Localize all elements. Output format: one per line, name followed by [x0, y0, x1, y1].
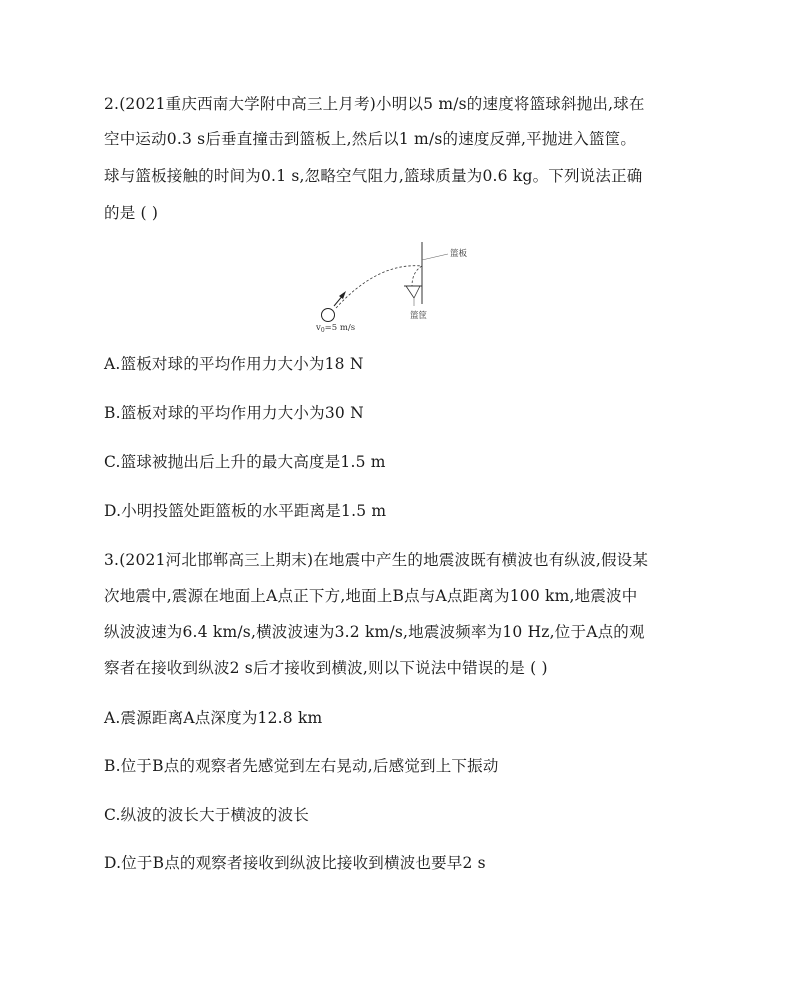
- basketball-figure: [308, 238, 498, 334]
- q2-option-c: C.篮球被抛出后上升的最大高度是1.5 m: [104, 453, 386, 471]
- velocity-arrow-head: [339, 291, 346, 299]
- q2-stem-line-1: 2.(2021重庆西南大学附中高三上月考)小明以5 m/s的速度将篮球斜抛出,球在: [104, 95, 645, 113]
- v0-label: $v_0=5$ m/s: [316, 323, 356, 334]
- basketball-icon: [322, 309, 335, 322]
- q3-stem-line-1: 3.(2021河北邯郸高三上期末)在地震中产生的地震波既有横波也有纵波,假设某: [104, 551, 649, 569]
- trajectory-path: [336, 266, 422, 308]
- q3-stem-line-2: 次地震中,震源在地面上A点正下方,地面上B点与A点距离为100 km,地震波中: [104, 587, 638, 605]
- q3-option-a: A.震源距离A点深度为12.8 km: [104, 709, 323, 727]
- hoop-net-left: [406, 286, 414, 298]
- q2-option-b: B.篮板对球的平均作用力大小为30 N: [104, 404, 364, 422]
- q2-stem-line-4: 的是 ( ): [104, 204, 159, 222]
- q2-stem-line-2: 空中运动0.3 s后垂直撞击到篮板上,然后以1 m/s的速度反弹,平抛进入篮筐。: [104, 130, 637, 148]
- q3-option-d: D.位于B点的观察者接收到纵波比接收到横波也要早2 s: [104, 854, 486, 872]
- rebound-path: [412, 266, 422, 286]
- q3-option-b: B.位于B点的观察者先感觉到左右晃动,后感觉到上下振动: [104, 757, 499, 775]
- backboard-label: 篮板: [450, 249, 468, 259]
- hoop-net-right: [414, 286, 420, 298]
- q2-stem-line-3: 球与篮板接触的时间为0.1 s,忽略空气阻力,篮球质量为0.6 kg。下列说法正确: [104, 167, 643, 185]
- q2-option-a: A.篮板对球的平均作用力大小为18 N: [104, 355, 364, 373]
- q2-option-d: D.小明投篮处距篮板的水平距离是1.5 m: [104, 502, 387, 520]
- q3-stem-line-3: 纵波波速为6.4 km/s,横波波速为3.2 km/s,地震波频率为10 Hz,位于A点的观: [104, 623, 645, 641]
- hoop-label: 篮筐: [410, 311, 428, 321]
- backboard-leader: [422, 254, 448, 260]
- q3-option-c: C.纵波的波长大于横波的波长: [104, 806, 310, 824]
- q3-stem-line-4: 察者在接收到纵波2 s后才接收到横波,则以下说法中错误的是 ( ): [104, 659, 548, 677]
